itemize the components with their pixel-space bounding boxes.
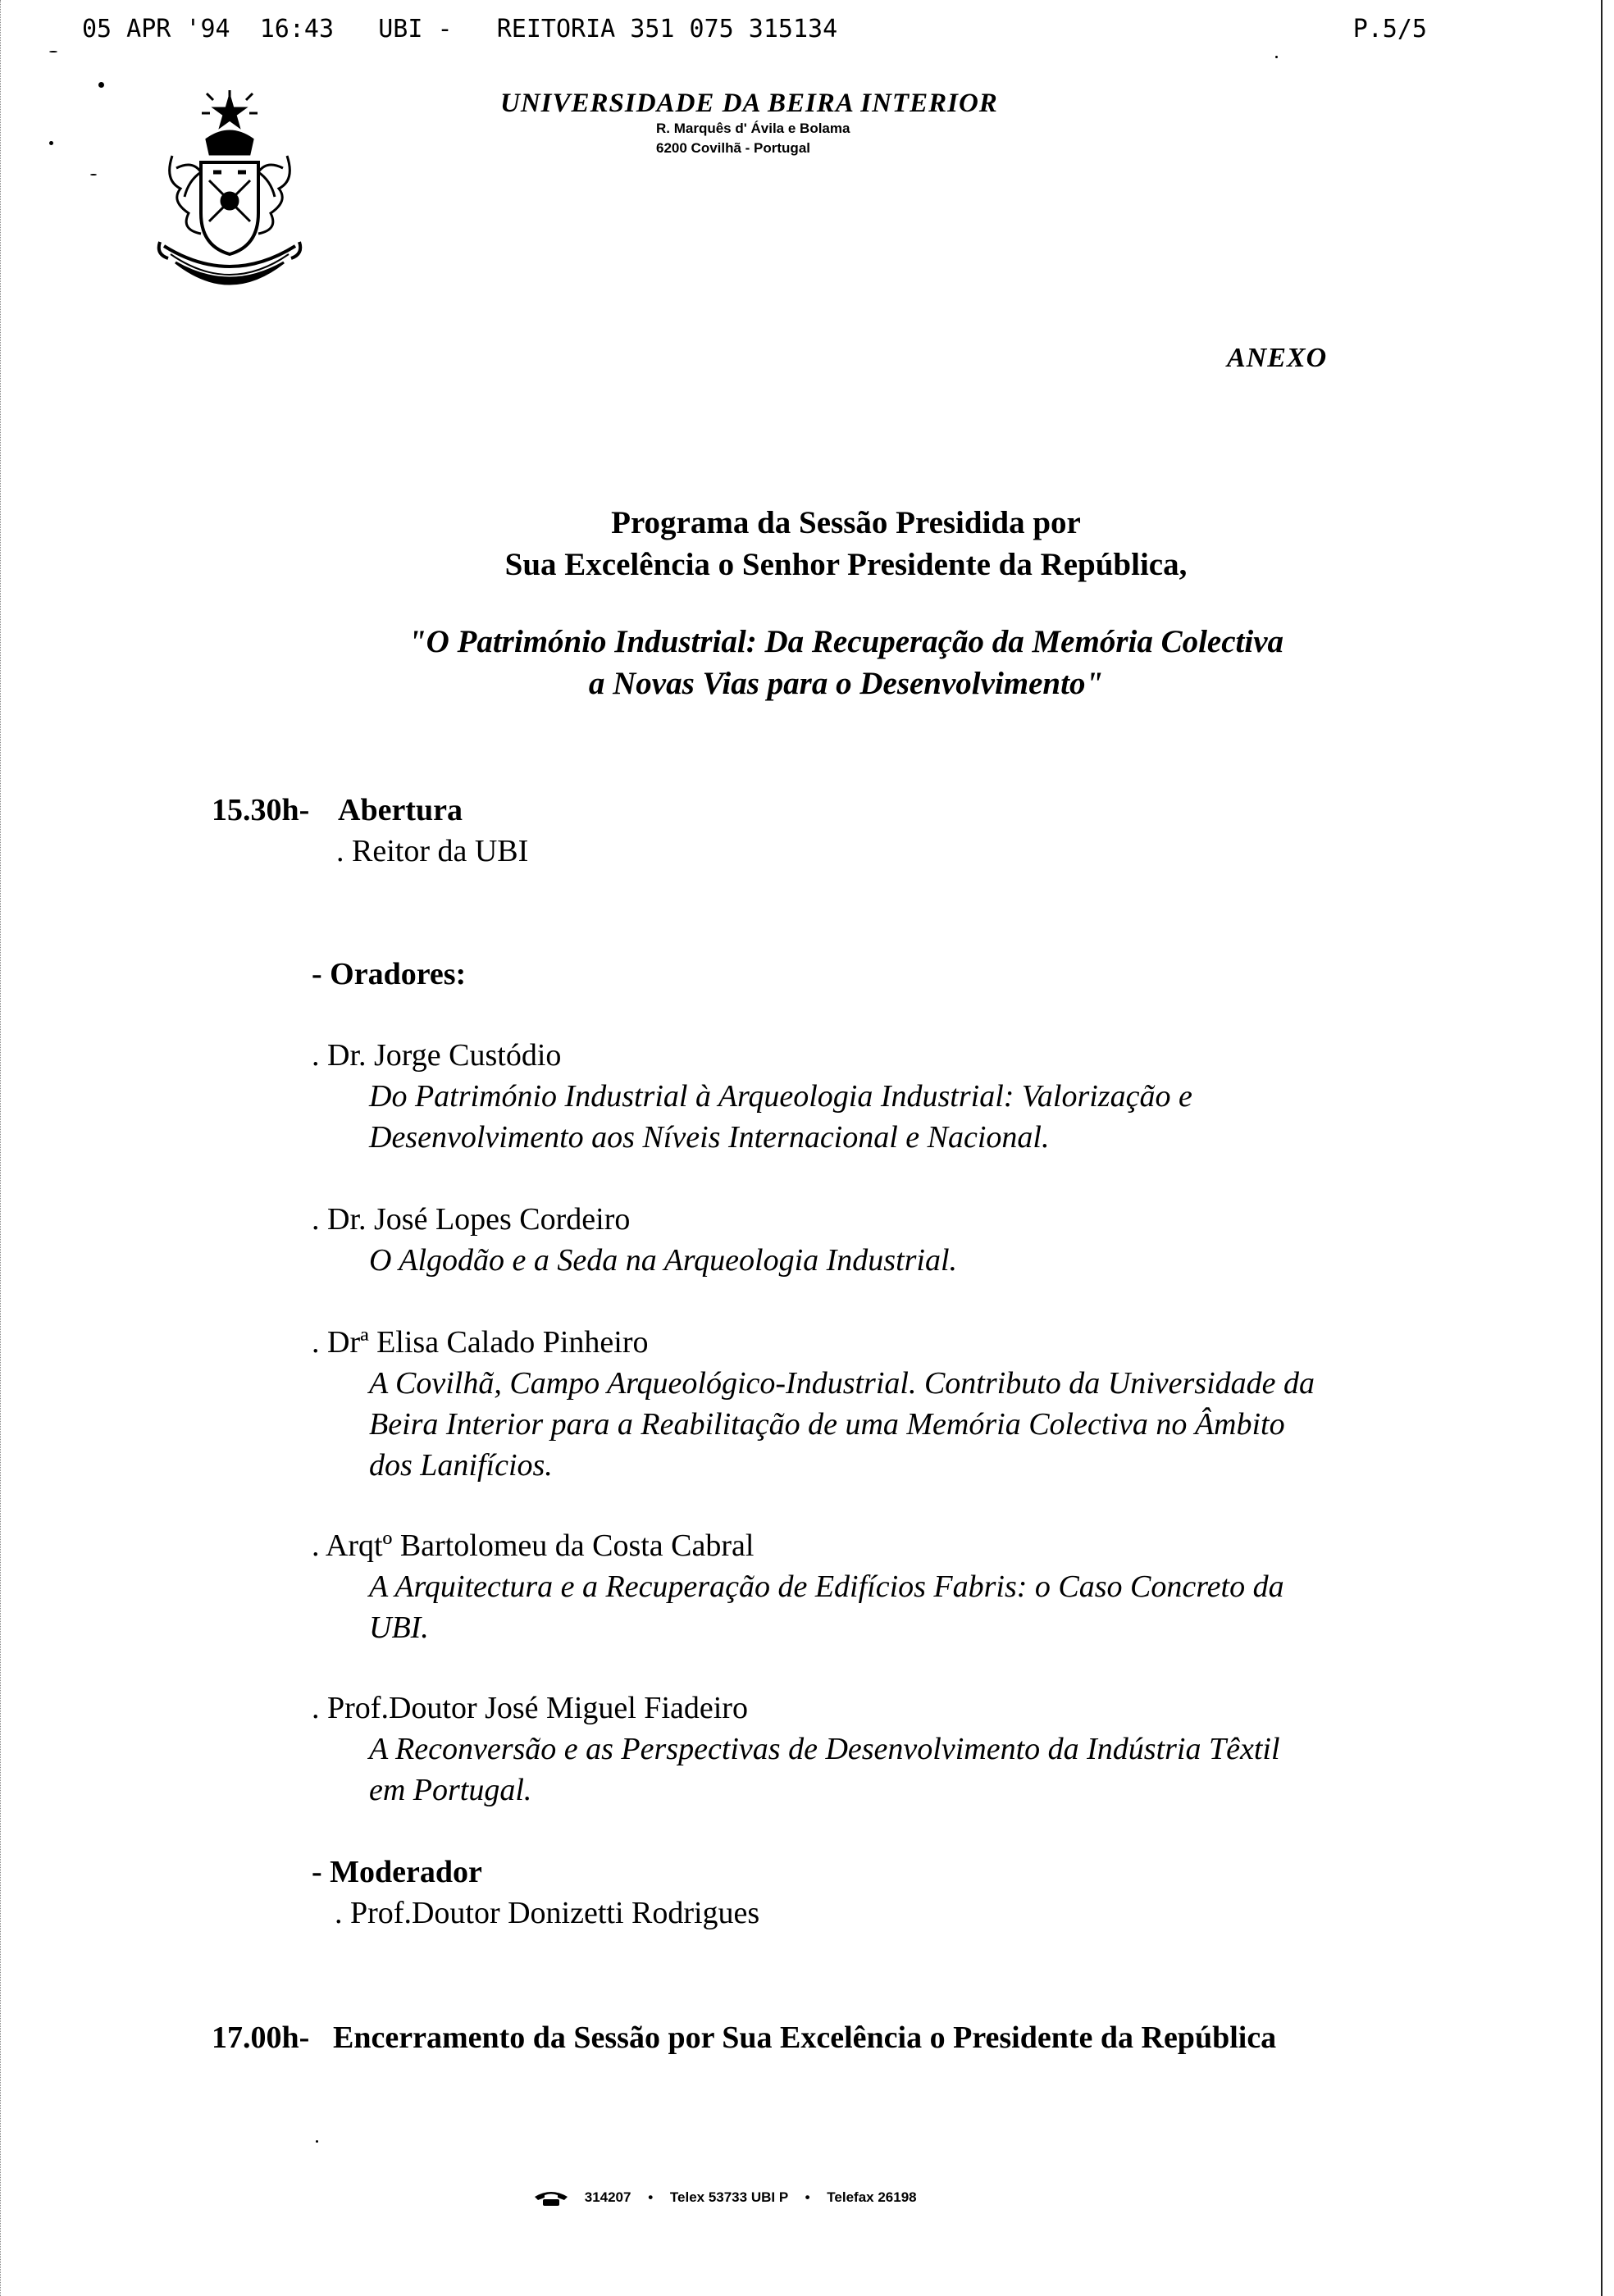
moderator-heading: - Moderador (312, 1855, 482, 1889)
talk-title-line: dos Lanifícios. (369, 1448, 553, 1483)
fax-transmission-header (82, 15, 1427, 54)
footer-phone: 314207 (584, 2189, 631, 2205)
session-title-line2: Sua Excelência o Senhor Presidente da República, (504, 547, 1188, 582)
talk-title-line: A Arquitectura e a Recuperação de Edifícios Fabris: o Caso Concreto da (369, 1569, 1284, 1604)
talk-title-line: em Portugal. (369, 1773, 532, 1807)
session-theme-line1: "O Património Industrial: Da Recuperação da Memória Colectiva (408, 624, 1284, 659)
telephone-icon (533, 2190, 569, 2207)
speakers-heading: - Oradores: (312, 957, 467, 991)
opening-speaker: . Reitor da UBI (336, 834, 529, 868)
talk-title-line: Beira Interior para a Reabilitação de uma Memória Colectiva no Âmbito (369, 1407, 1285, 1442)
footer-separator: • (648, 2189, 654, 2205)
university-crest-logo (156, 90, 336, 312)
moderator-name: . Prof.Doutor Donizetti Rodrigues (335, 1896, 760, 1930)
closing-time: 17.00h- (212, 2020, 310, 2055)
talk-title-line: O Algodão e a Seda na Arqueologia Industrial. (369, 1243, 958, 1278)
fax-date-time: 05 APR '94 16:43 UBI - REITORIA 351 075 315134 (82, 15, 838, 43)
scan-speck (49, 51, 57, 52)
talk-title-line: UBI. (369, 1610, 429, 1645)
contact-footer (533, 2189, 917, 2207)
footer-telefax: Telefax 26198 (827, 2189, 917, 2205)
footer-telex: Telex 53733 UBI P (669, 2189, 788, 2205)
speaker-name: . Drª Elisa Calado Pinheiro (312, 1325, 649, 1360)
institution-name: UNIVERSIDADE DA BEIRA INTERIOR (500, 89, 998, 118)
scan-speck (1275, 56, 1278, 58)
scan-speck (90, 174, 97, 175)
address-street: R. Marquês d' Ávila e Bolama (656, 121, 850, 136)
speaker-name: . Dr. Jorge Custódio (312, 1038, 562, 1073)
speaker-name: . Dr. José Lopes Cordeiro (312, 1202, 631, 1237)
talk-title-line: A Covilhã, Campo Arqueológico-Industrial. Contributo da Universidade da (369, 1366, 1315, 1401)
opening-label: Abertura (338, 793, 463, 827)
session-theme (0, 621, 1614, 704)
scan-right-edge (1601, 0, 1614, 2296)
session-title-line1: Programa da Sessão Presidida por (611, 505, 1081, 540)
footer-separator: • (805, 2189, 810, 2205)
closing-label: Encerramento da Sessão por Sua Excelência o Presidente da República (333, 2020, 1277, 2055)
talk-title-line: A Reconversão e as Perspectivas de Desenvolvimento da Indústria Têxtil (369, 1732, 1280, 1766)
address-city: 6200 Covilhã - Portugal (656, 140, 810, 156)
scan-speck (49, 141, 53, 145)
speaker-name: . Prof.Doutor José Miguel Fiadeiro (312, 1691, 748, 1725)
speaker-name: . Arqtº Bartolomeu da Costa Cabral (312, 1528, 755, 1563)
scan-left-edge (0, 0, 3, 2296)
scan-speck (316, 2140, 318, 2143)
session-title (0, 502, 1614, 585)
talk-title-line: Do Património Industrial à Arqueologia Industrial: Valorização e (369, 1079, 1192, 1114)
session-theme-line2: a Novas Vias para o Desenvolvimento" (588, 666, 1104, 701)
opening-time: 15.30h- (212, 793, 310, 827)
fax-page-number: P.5/5 (1352, 15, 1427, 43)
letterhead (500, 89, 1074, 158)
talk-title-line: Desenvolvimento aos Níveis Internacional e Nacional. (369, 1120, 1050, 1155)
annex-label: ANEXO (1227, 343, 1328, 373)
